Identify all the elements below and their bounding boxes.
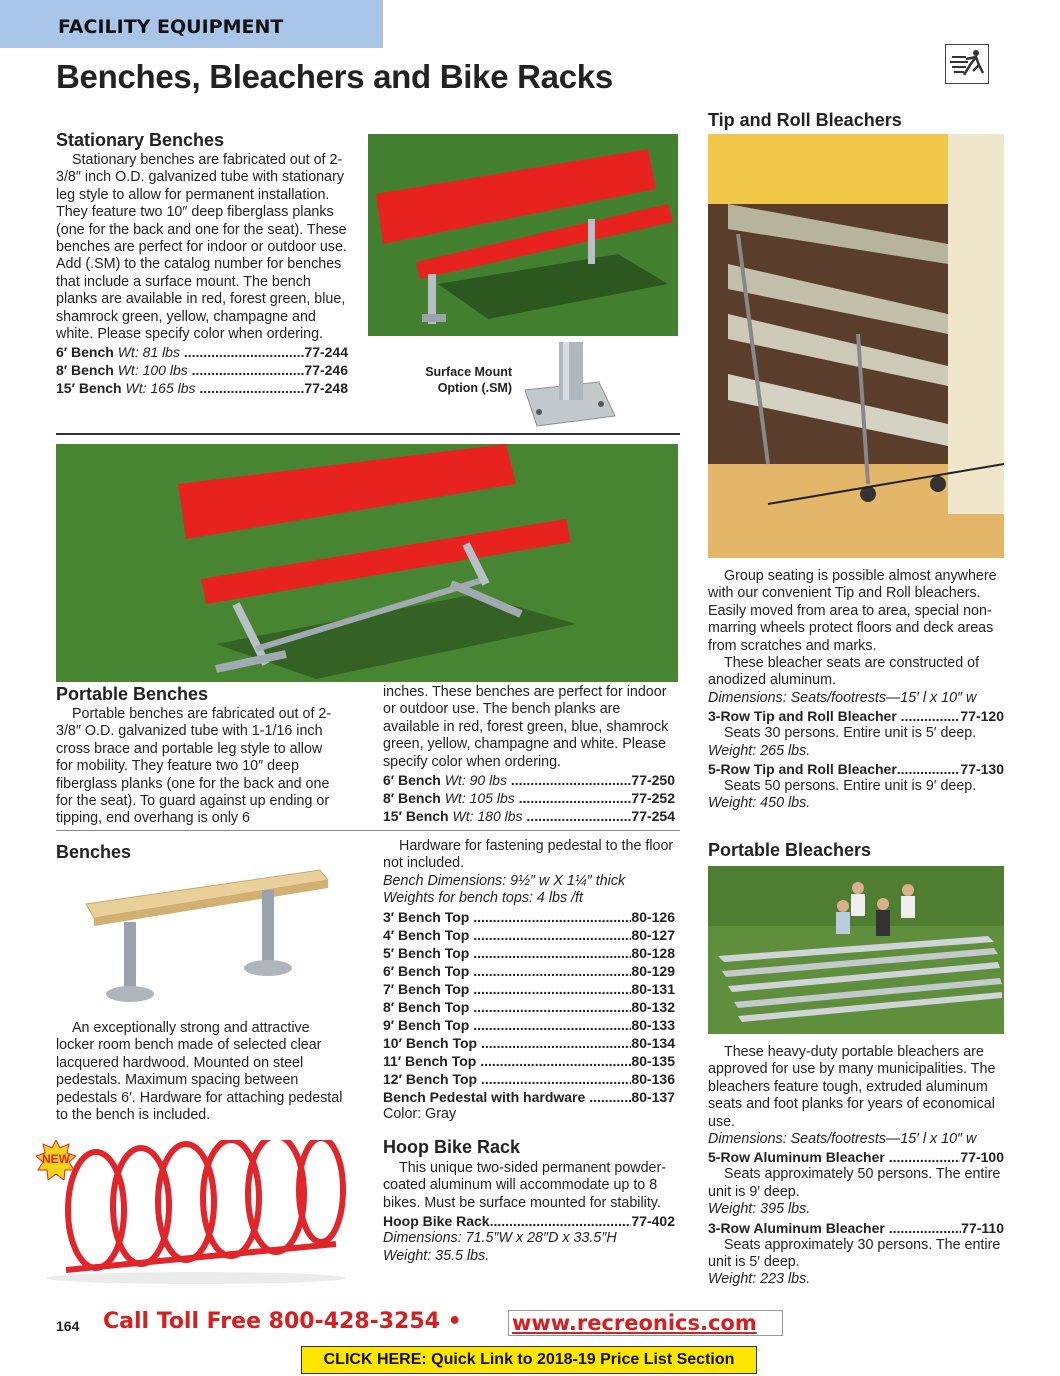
website-link[interactable]: www.recreonics.com xyxy=(508,1310,783,1336)
price-row: 12′ Bench Top ..... 80-136 xyxy=(383,1070,675,1088)
item-desc: Seats 50 persons. Entire unit is 9′ deep. xyxy=(724,778,977,795)
bike-rack-weight: Weight: 35.5 lbs. xyxy=(383,1247,490,1264)
stationary-benches-heading: Stationary Benches xyxy=(56,130,225,150)
hardware-note: Hardware for fastening pedestal to the floor not included. xyxy=(383,838,674,872)
stationary-bench-photo xyxy=(368,134,678,336)
page-number: 164 xyxy=(56,1318,80,1334)
section-banner xyxy=(0,0,383,48)
portable-benches-text-b xyxy=(383,684,675,825)
benches-text xyxy=(56,1020,346,1124)
price-row: 3-Row Aluminum Bleacher ..... 77-110 xyxy=(708,1219,1004,1237)
price-row: 8′ Bench Wt: 105 lbs ..... 77-252 xyxy=(383,789,675,807)
price-row: 6′ Bench Wt: 90 lbs ..... 77-250 xyxy=(383,771,675,789)
price-row: 3-Row Tip and Roll Bleacher ..... 77-120 xyxy=(708,707,1004,725)
item-desc: Seats 30 persons. Entire unit is 5′ deep. xyxy=(724,725,977,742)
toll-free-number: Call Toll Free 800-428-3254 • xyxy=(103,1309,462,1334)
stationary-benches-text xyxy=(56,152,348,397)
bike-rack-dims: Dimensions: 71.5″W x 28″D x 33.5″H xyxy=(383,1230,617,1247)
price-row: 11′ Bench Top ..... 80-135 xyxy=(383,1052,675,1070)
locker-bench-photo xyxy=(80,868,334,1008)
price-row: 3′ Bench Top ..... 80-126 xyxy=(383,908,675,926)
price-row: 6′ Bench Wt: 81 lbs ..... 77-244 xyxy=(56,343,348,361)
surface-mount-caption: Surface Mount Option (.SM) xyxy=(425,365,512,395)
tip-roll-text xyxy=(708,568,1004,813)
runner-logo-icon xyxy=(945,44,989,84)
price-list-quick-link[interactable]: CLICK HERE: Quick Link to 2018-19 Price List Section xyxy=(301,1346,757,1374)
portable-body-a: Portable benches are fabricated out of 2-3/8″ O.D. galvanized tube with 1-1/16 inch cross brace and portable leg style to allow for mobility. They feature two 10″ deep fiberglass planks (one for the back and one for the seat). To guard against up ending or tipping, end overhang is only 6 xyxy=(56,706,332,827)
price-row: 8′ Bench Top ..... 80-132 xyxy=(383,998,675,1016)
item-weight: Weight: 450 lbs. xyxy=(708,795,811,812)
section-label: FACILITY EQUIPMENT xyxy=(58,16,284,38)
page-title: Benches, Bleachers and Bike Racks xyxy=(56,58,613,95)
item-weight: Weight: 223 lbs. xyxy=(708,1271,811,1288)
portable-bleachers-text xyxy=(708,1044,1004,1289)
bench-weights: Weights for bench tops: 4 lbs /ft xyxy=(383,890,583,907)
tip-roll-heading: Tip and Roll Bleachers xyxy=(708,110,902,130)
new-badge-label: NEW xyxy=(42,1152,70,1166)
price-row: 9′ Bench Top ..... 80-133 xyxy=(383,1016,675,1034)
price-row: 15′ Bench Wt: 180 lbs ..... 77-254 xyxy=(383,807,675,825)
price-row: 5′ Bench Top ..... 80-128 xyxy=(383,944,675,962)
price-row: 15′ Bench Wt: 165 lbs ..... 77-248 xyxy=(56,379,348,397)
portable-bleachers-photo xyxy=(708,866,1004,1034)
price-row: 5-Row Aluminum Bleacher ..... 77-100 xyxy=(708,1148,1004,1166)
bench-tops-list xyxy=(383,838,675,1123)
price-row: Bench Pedestal with hardware ..... 80-137 xyxy=(383,1088,675,1106)
price-row: 8′ Bench Wt: 100 lbs ..... 77-246 xyxy=(56,361,348,379)
price-row: 10′ Bench Top ..... 80-134 xyxy=(383,1034,675,1052)
hoop-bike-rack-text xyxy=(383,1160,675,1265)
portable-benches-heading: Portable Benches xyxy=(56,684,209,704)
bike-rack-body: This unique two-sided permanent powder-coated aluminum will accommodate up to 8 bikes. Must be surface mounted for stability. xyxy=(383,1160,667,1211)
price-row: Hoop Bike Rack ..... 77-402 xyxy=(383,1212,675,1230)
bench-dims: Bench Dimensions: 9½″ w X 1¼″ thick xyxy=(383,872,626,889)
price-row: 6′ Bench Top ..... 80-129 xyxy=(383,962,675,980)
tip-roll-bleacher-photo xyxy=(708,134,1004,558)
portable-bleachers-dims: Dimensions: Seats/footrests—15′ l x 10″ w xyxy=(708,1131,977,1148)
bench-color: Color: Gray xyxy=(383,1105,457,1122)
price-row: 5-Row Tip and Roll Bleacher ..... 77-130 xyxy=(708,760,1004,778)
item-weight: Weight: 265 lbs. xyxy=(708,742,811,759)
tip-roll-body-2: These bleacher seats are constructed of anodized aluminum. xyxy=(708,655,980,689)
benches-heading: Benches xyxy=(56,842,132,862)
hoop-bike-rack-heading: Hoop Bike Rack xyxy=(383,1137,521,1157)
price-row: 7′ Bench Top ..... 80-131 xyxy=(383,980,675,998)
item-desc: Seats approximately 30 persons. The entire unit is 5′ deep. xyxy=(708,1236,1001,1271)
section-divider xyxy=(56,433,680,435)
tip-roll-body-1: Group seating is possible almost anywhere with our convenient Tip and Roll bleachers. Easily moved from area to area, special non-marring wheels protect floors and deck areas from scratches and marks. xyxy=(708,568,997,654)
portable-bench-photo xyxy=(56,444,678,682)
portable-body-b: inches. These benches are perfect for indoor or outdoor use. The bench planks are available in red, forest green, blue, shamrock green, yellow, champagne and white. Please specify color when ordering. xyxy=(383,684,669,770)
section-divider xyxy=(56,830,680,831)
portable-benches-text-a xyxy=(56,706,340,828)
benches-body: An exceptionally strong and attractive locker room bench made of selected clear lacquered hardwood. Mounted on steel pedestals. Maximum spacing between pedestals 6′. Hardware for attaching pedestal to the bench is included. xyxy=(56,1020,343,1124)
item-desc: Seats approximately 50 persons. The entire unit is 9′ deep. xyxy=(708,1166,1001,1200)
item-weight: Weight: 395 lbs. xyxy=(708,1201,811,1218)
hoop-bike-rack-photo xyxy=(36,1140,348,1290)
surface-mount-photo xyxy=(515,342,619,430)
stationary-body: Stationary benches are fabricated out of 2-3/8″ inch O.D. galvanized tube with stationary leg style to allow for permanent installation. They feature two 10″ deep fiberglass planks (one for the back and one for the seat). These benches are perfect for indoor or outdoor use. Add (.SM) to the catalog number for benches that include a surface mount. The bench planks are available in red, forest green, blue, shamrock green, yellow, champagne and white. Please specify color when ordering. xyxy=(56,152,347,343)
new-badge xyxy=(36,1140,76,1180)
price-row: 4′ Bench Top ..... 80-127 xyxy=(383,926,675,944)
tip-roll-dims: Dimensions: Seats/footrests—15′ l x 10″ w xyxy=(708,689,977,706)
portable-bleachers-body: These heavy-duty portable bleachers are approved for use by many municipalities. The bleachers feature tough, extruded aluminum seats and foot planks for years of economical use. xyxy=(708,1044,996,1130)
portable-bleachers-heading: Portable Bleachers xyxy=(708,840,872,860)
